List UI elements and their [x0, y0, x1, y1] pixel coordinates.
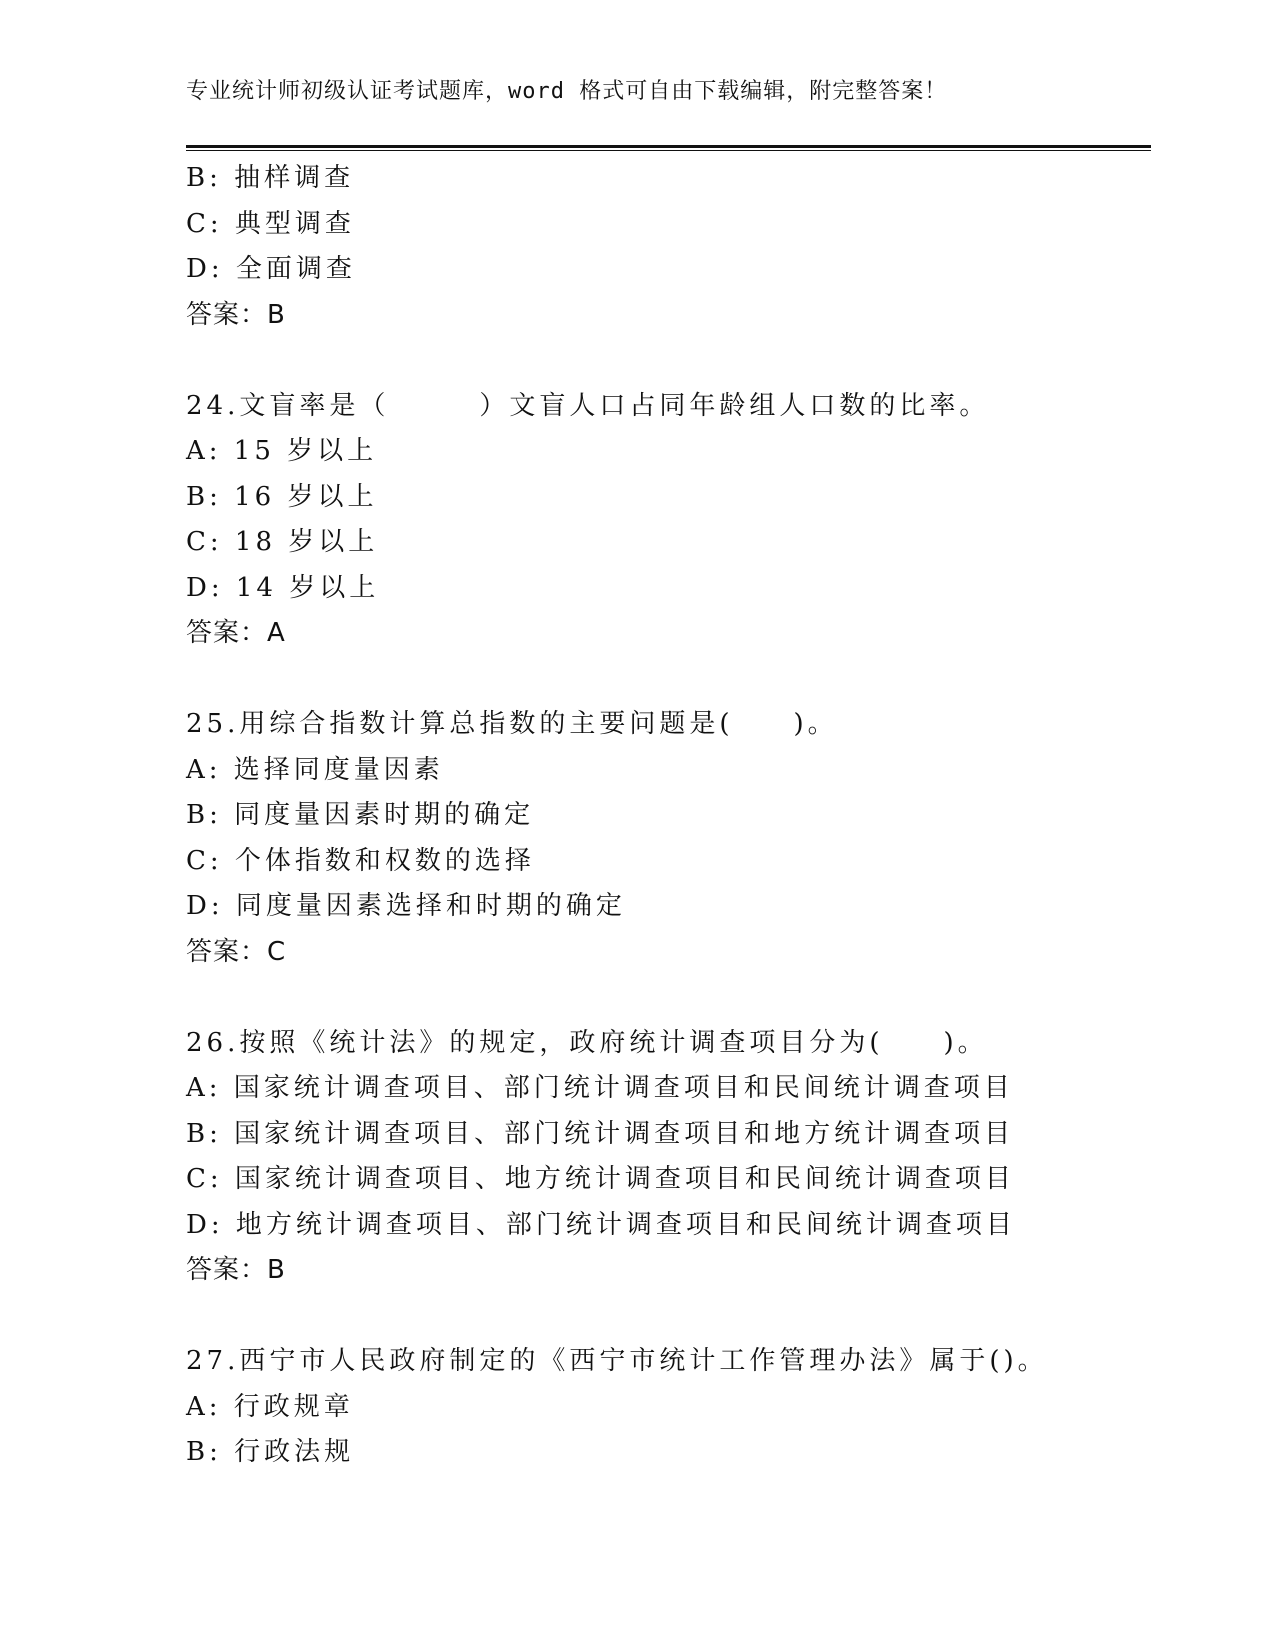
option-a: A: 选择同度量因素 — [186, 754, 444, 785]
question-block-27 — [186, 1339, 1151, 1476]
option-b: B: 国家统计调查项目、部门统计调查项目和地方统计调查项目 — [186, 1118, 1015, 1149]
question-block-26 — [186, 1021, 1151, 1294]
header-rule-thick — [186, 145, 1151, 148]
question-block-24 — [186, 384, 1151, 657]
page-header: 专业统计师初级认证考试题库，word 格式可自由下载编辑，附完整答案！ — [186, 79, 948, 104]
answer-line: 答案：B — [186, 299, 286, 330]
option-b: B: 抽样调查 — [186, 163, 355, 193]
question-text: 26.按照《统计法》的规定，政府统计调查项目分为( )。 — [186, 1027, 988, 1058]
option-d: D: 全面调查 — [186, 254, 356, 284]
answer-line: 答案：B — [186, 1255, 286, 1285]
question-text: 27.西宁市人民政府制定的《西宁市统计工作管理办法》属于()。 — [186, 1346, 1048, 1376]
option-d: D: 地方统计调查项目、部门统计调查项目和民间统计调查项目 — [186, 1209, 1016, 1240]
answer-line: 答案：A — [186, 618, 286, 648]
option-c: C: 18 岁以上 — [186, 527, 379, 557]
question-block-continued — [186, 156, 1151, 338]
spacer — [186, 1294, 1151, 1340]
option-a: A: 行政规章 — [186, 1391, 354, 1422]
spacer — [186, 657, 1151, 703]
option-b: B: 同度量因素时期的确定 — [186, 800, 535, 830]
spacer — [186, 975, 1151, 1021]
option-d: D: 14 岁以上 — [186, 572, 380, 603]
question-text: 25.用综合指数计算总指数的主要问题是( )。 — [186, 709, 838, 739]
option-b: B: 行政法规 — [186, 1437, 355, 1467]
option-a: A: 国家统计调查项目、部门统计调查项目和民间统计调查项目 — [186, 1073, 1014, 1103]
option-d: D: 同度量因素选择和时期的确定 — [186, 891, 626, 921]
question-text: 24.文盲率是（ ）文盲人口占同年龄组人口数的比率。 — [186, 390, 990, 421]
answer-line: 答案：C — [186, 936, 287, 967]
spacer — [186, 338, 1151, 384]
question-list — [186, 156, 1151, 1476]
question-block-25 — [186, 702, 1151, 975]
option-c: C: 国家统计调查项目、地方统计调查项目和民间统计调查项目 — [186, 1164, 1015, 1194]
header-rule-thin — [186, 150, 1151, 151]
option-c: C: 个体指数和权数的选择 — [186, 845, 535, 876]
option-a: A: 15 岁以上 — [186, 436, 378, 466]
option-c: C: 典型调查 — [186, 208, 355, 239]
option-b: B: 16 岁以上 — [186, 481, 378, 512]
